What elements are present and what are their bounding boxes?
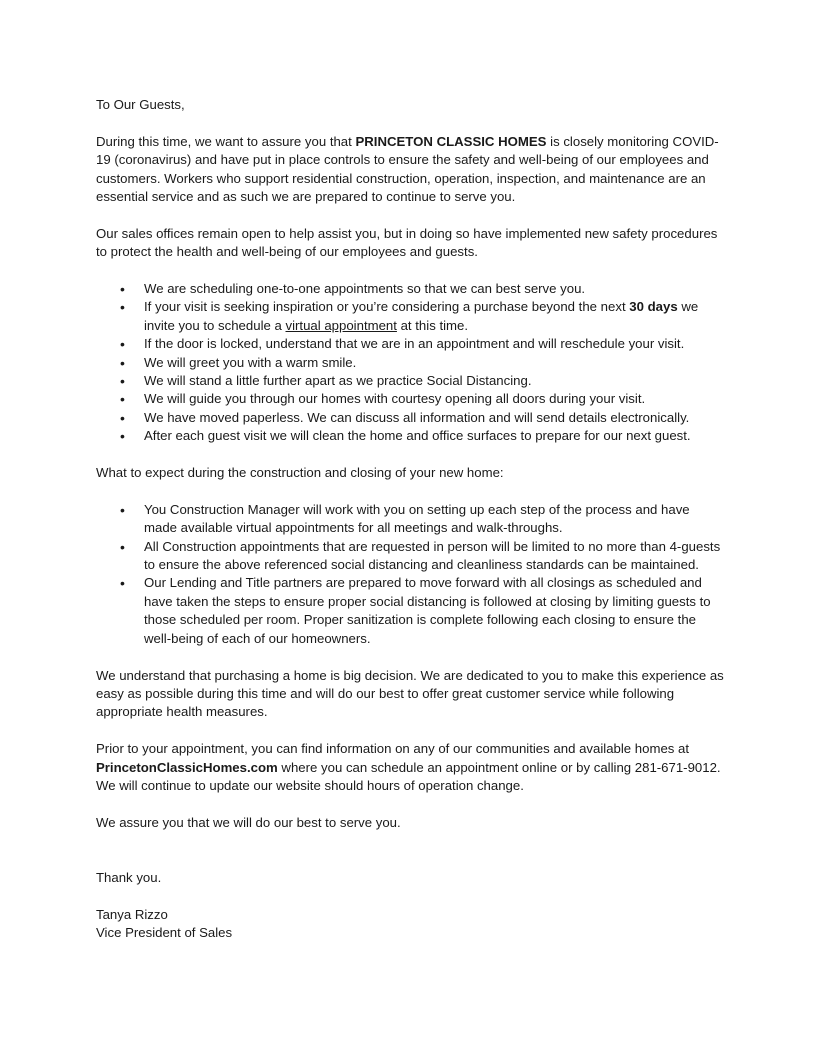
company-name: PRINCETON CLASSIC HOMES (355, 133, 547, 149)
list-item: • We have moved paperless. We can discuss all information and will send details electronically. (96, 409, 726, 427)
safety-procedures-list (96, 280, 726, 446)
thirty-days-emphasis: 30 days (629, 299, 678, 315)
closing: Thank you. (96, 869, 162, 885)
list-item: • We will greet you with a warm smile. (96, 354, 726, 372)
construction-closing-list (96, 501, 726, 648)
virtual-appointment-link[interactable]: virtual appointment (285, 317, 397, 333)
spacer (96, 851, 726, 869)
signer-name: Tanya Rizzo (96, 906, 168, 922)
sales-offices-paragraph: Our sales offices remain open to help assist you, but in doing so have implemented new safety procedures to protect the health and well-being of our employees and guests. (96, 225, 718, 260)
list-item: • All Construction appointments that are requested in person will be limited to no more than 4-guests to ensure the above referenced social distancing and cleanliness standards can be maintained. (96, 538, 726, 575)
signer-title: Vice President of Sales (96, 925, 233, 941)
website-link[interactable]: PrincetonClassicHomes.com (96, 759, 278, 775)
letter-page (96, 96, 726, 943)
list-item: • If the door is locked, understand that we are in an appointment and will reschedule your visit. (96, 335, 726, 353)
intro-paragraph (96, 133, 726, 207)
list-item: • We will guide you through our homes with courtesy opening all doors during your visit. (96, 390, 726, 408)
list-item: • We are scheduling one-to-one appointments so that we can best serve you. (96, 280, 726, 298)
intro-text-start: During this time, we want to assure you that (96, 133, 356, 149)
website-paragraph: Prior to your appointment, you can find information on any of our communities and available homes at PrincetonClassicHomes.com where you can schedule an appointment online or by calling 281-671-9012. We will continue to update our website should hours of operation change. (96, 741, 721, 793)
list-item: • You Construction Manager will work with you on setting up each step of the process and have made available virtual appointments for all meetings and walk-throughs. (96, 501, 726, 538)
list-item: • We will stand a little further apart as we practice Social Distancing. (96, 372, 726, 390)
list-item: • Our Lending and Title partners are prepared to move forward with all closings as scheduled and have taken the steps to ensure proper social distancing is followed at closing by limiting guests to those scheduled per room. Proper sanitization is complete following each closing to ensure the well-being of each of our homeowners. (96, 574, 726, 648)
list-item: • If your visit is seeking inspiration or you’re considering a purchase beyond the next 30 days we invite you to schedule a virtual appointment at this time. (96, 298, 726, 335)
greeting: To Our Guests, (96, 97, 185, 112)
intro-text-end: is closely monitoring COVID-19 (coronavirus) and have put in place controls to ensure the safety and well-being of our employees and customers. Workers who support residential construction, operation, inspection, and maintenance are an essential service and as such we are prepared to continue to serve you. (96, 133, 719, 205)
signature-block (96, 906, 726, 943)
commitment-paragraph: We understand that purchasing a home is big decision. We are dedicated to you to make this experience as easy as possible during this time and will do our best to offer great customer service while following appropriate health measures. (96, 667, 724, 720)
list-item: • After each guest visit we will clean the home and office surfaces to prepare for our next guest. (96, 427, 726, 445)
expect-heading: What to expect during the construction and closing of your new home: (96, 465, 504, 481)
assurance-paragraph: We assure you that we will do our best to serve you. (96, 814, 401, 830)
